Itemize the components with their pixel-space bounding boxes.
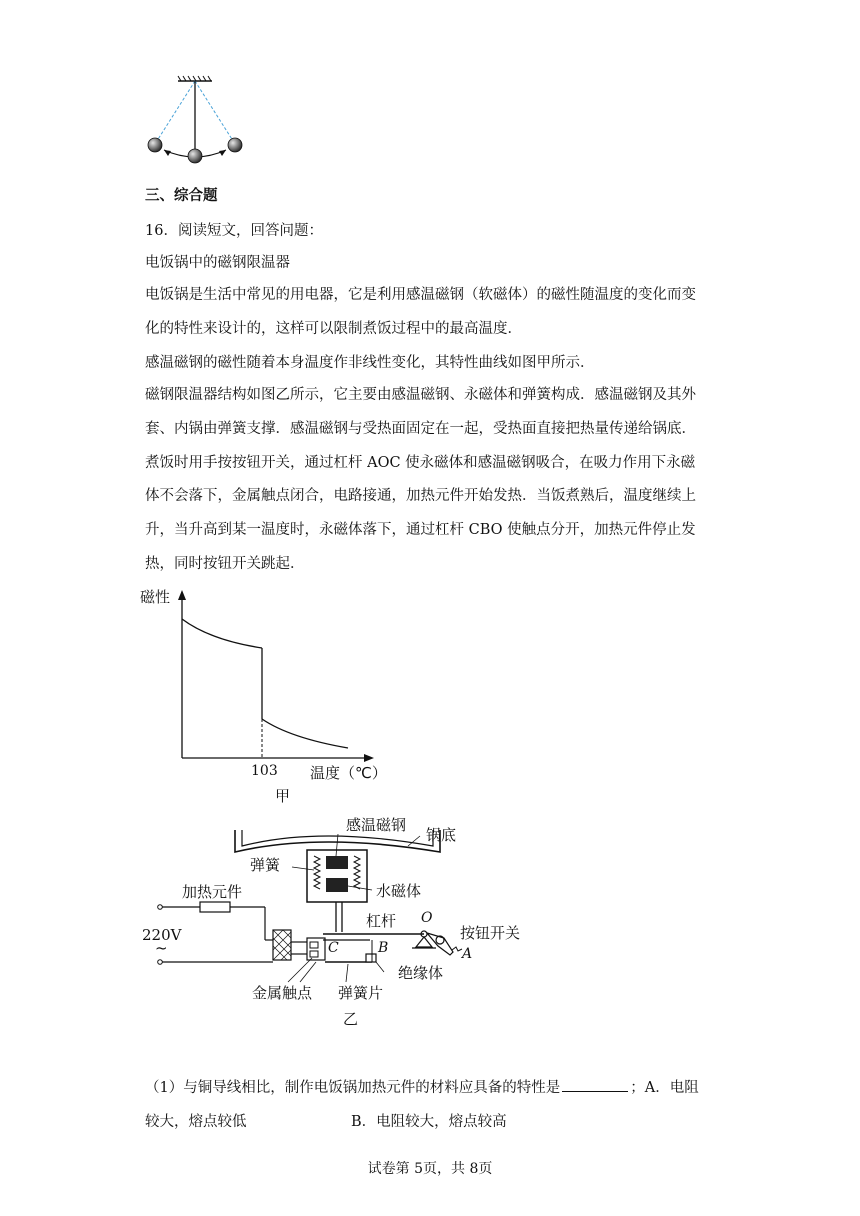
paragraph-line: 煮饭时用手按按钮开关，通过杠杆 AOC 使永磁体和感温磁钢吸合，在吸力作用下永磁 xyxy=(145,455,696,471)
subquestion-1-line1 xyxy=(145,1077,699,1098)
paragraph-line: 电饭锅是生活中常见的用电器，它是利用感温磁钢（软磁体）的磁性随温度的变化而变 xyxy=(145,287,696,303)
spring-right xyxy=(354,856,360,889)
sensor-magnet-block xyxy=(326,856,348,869)
spring-left xyxy=(314,856,320,889)
subquestion-1-text: （1）与铜导线相比，制作电饭锅加热元件的材料应具备的特性是 xyxy=(145,1080,561,1096)
y-axis-label: 磁性 xyxy=(140,588,171,606)
question-intro: 16．阅读短文，回答问题： xyxy=(145,223,323,239)
label-ac: ~ xyxy=(155,939,168,957)
label-insulator: 绝缘体 xyxy=(398,964,444,982)
label-spring: 弹簧 xyxy=(250,856,281,874)
paragraph-line: 化的特性来设计的，这样可以限制煮饭过程中的最高温度． xyxy=(145,321,522,337)
label-heater: 加热元件 xyxy=(182,883,243,901)
answer-blank[interactable] xyxy=(562,1077,628,1092)
paragraph-line: 感温磁钢的磁性随着本身温度作非线性变化，其特性曲线如图甲所示． xyxy=(145,355,595,371)
page-footer: 试卷第 5页，共 8页 xyxy=(367,1161,493,1177)
option-a-rest: 较大，熔点较低 xyxy=(145,1114,247,1130)
x-tick-103: 103 xyxy=(251,763,278,779)
paragraph-line: 热，同时按钮开关跳起． xyxy=(145,556,305,572)
pendulum-ball-right xyxy=(228,138,242,152)
paragraph-line: 体不会落下，金属触点闭合，电路接通，加热元件开始发热．当饭煮熟后，温度继续上 xyxy=(145,488,696,504)
label-spring-plate: 弹簧片 xyxy=(338,984,384,1002)
permanent-magnet-block xyxy=(326,878,348,892)
label-contacts: 金属触点 xyxy=(252,984,313,1002)
option-a-start: ；A．电阻 xyxy=(630,1080,699,1096)
subquestion-1-line2 xyxy=(145,1112,507,1132)
pendulum-ball-center xyxy=(188,149,202,163)
heater-resistor xyxy=(200,902,230,912)
x-axis-label: 温度（℃） xyxy=(310,764,387,782)
label-a: A xyxy=(462,946,473,962)
magnetism-temperature-chart xyxy=(140,588,400,810)
pendulum-ball-left xyxy=(148,138,162,152)
paragraph-line: 升，当升高到某一温度时，永磁体落下，通过杠杆 CBO 使触点分开，加热元件停止发 xyxy=(145,522,696,538)
label-permanent-magnet: 水磁体 xyxy=(376,882,422,900)
label-lever: 杠杆 xyxy=(366,912,397,930)
label-pot-bottom: 锅底 xyxy=(426,826,457,844)
article-title: 电饭锅中的磁钢限温器 xyxy=(145,255,290,271)
label-voltage: 220V xyxy=(142,926,182,944)
figure-caption-yi: 乙 xyxy=(343,1010,359,1028)
pendulum-support xyxy=(178,76,212,81)
label-c: C xyxy=(328,940,339,956)
label-button: 按钮开关 xyxy=(460,924,521,942)
insulator-block xyxy=(366,954,376,962)
curve-before-103 xyxy=(182,619,262,648)
label-sensor-magnet: 感温磁钢 xyxy=(346,816,407,834)
figure-caption-jia: 甲 xyxy=(275,787,291,805)
curve-after-103 xyxy=(262,719,348,748)
paragraph-line: 磁钢限温器结构如图乙所示，它主要由感温磁钢、永磁体和弹簧构成．感温磁钢及其外 xyxy=(145,387,696,403)
pendulum-figure xyxy=(140,72,250,167)
option-b: B．电阻较大，熔点较高 xyxy=(351,1114,507,1130)
section-title: 三、综合题 xyxy=(145,188,218,204)
label-b: B xyxy=(378,940,389,956)
label-o: O xyxy=(421,910,433,926)
paragraph-line: 套、内锅由弹簧支撑．感温磁钢与受热面固定在一起，受热面直接把热量传递给锅底． xyxy=(145,421,696,437)
thermostat-structure-figure xyxy=(140,812,540,1034)
